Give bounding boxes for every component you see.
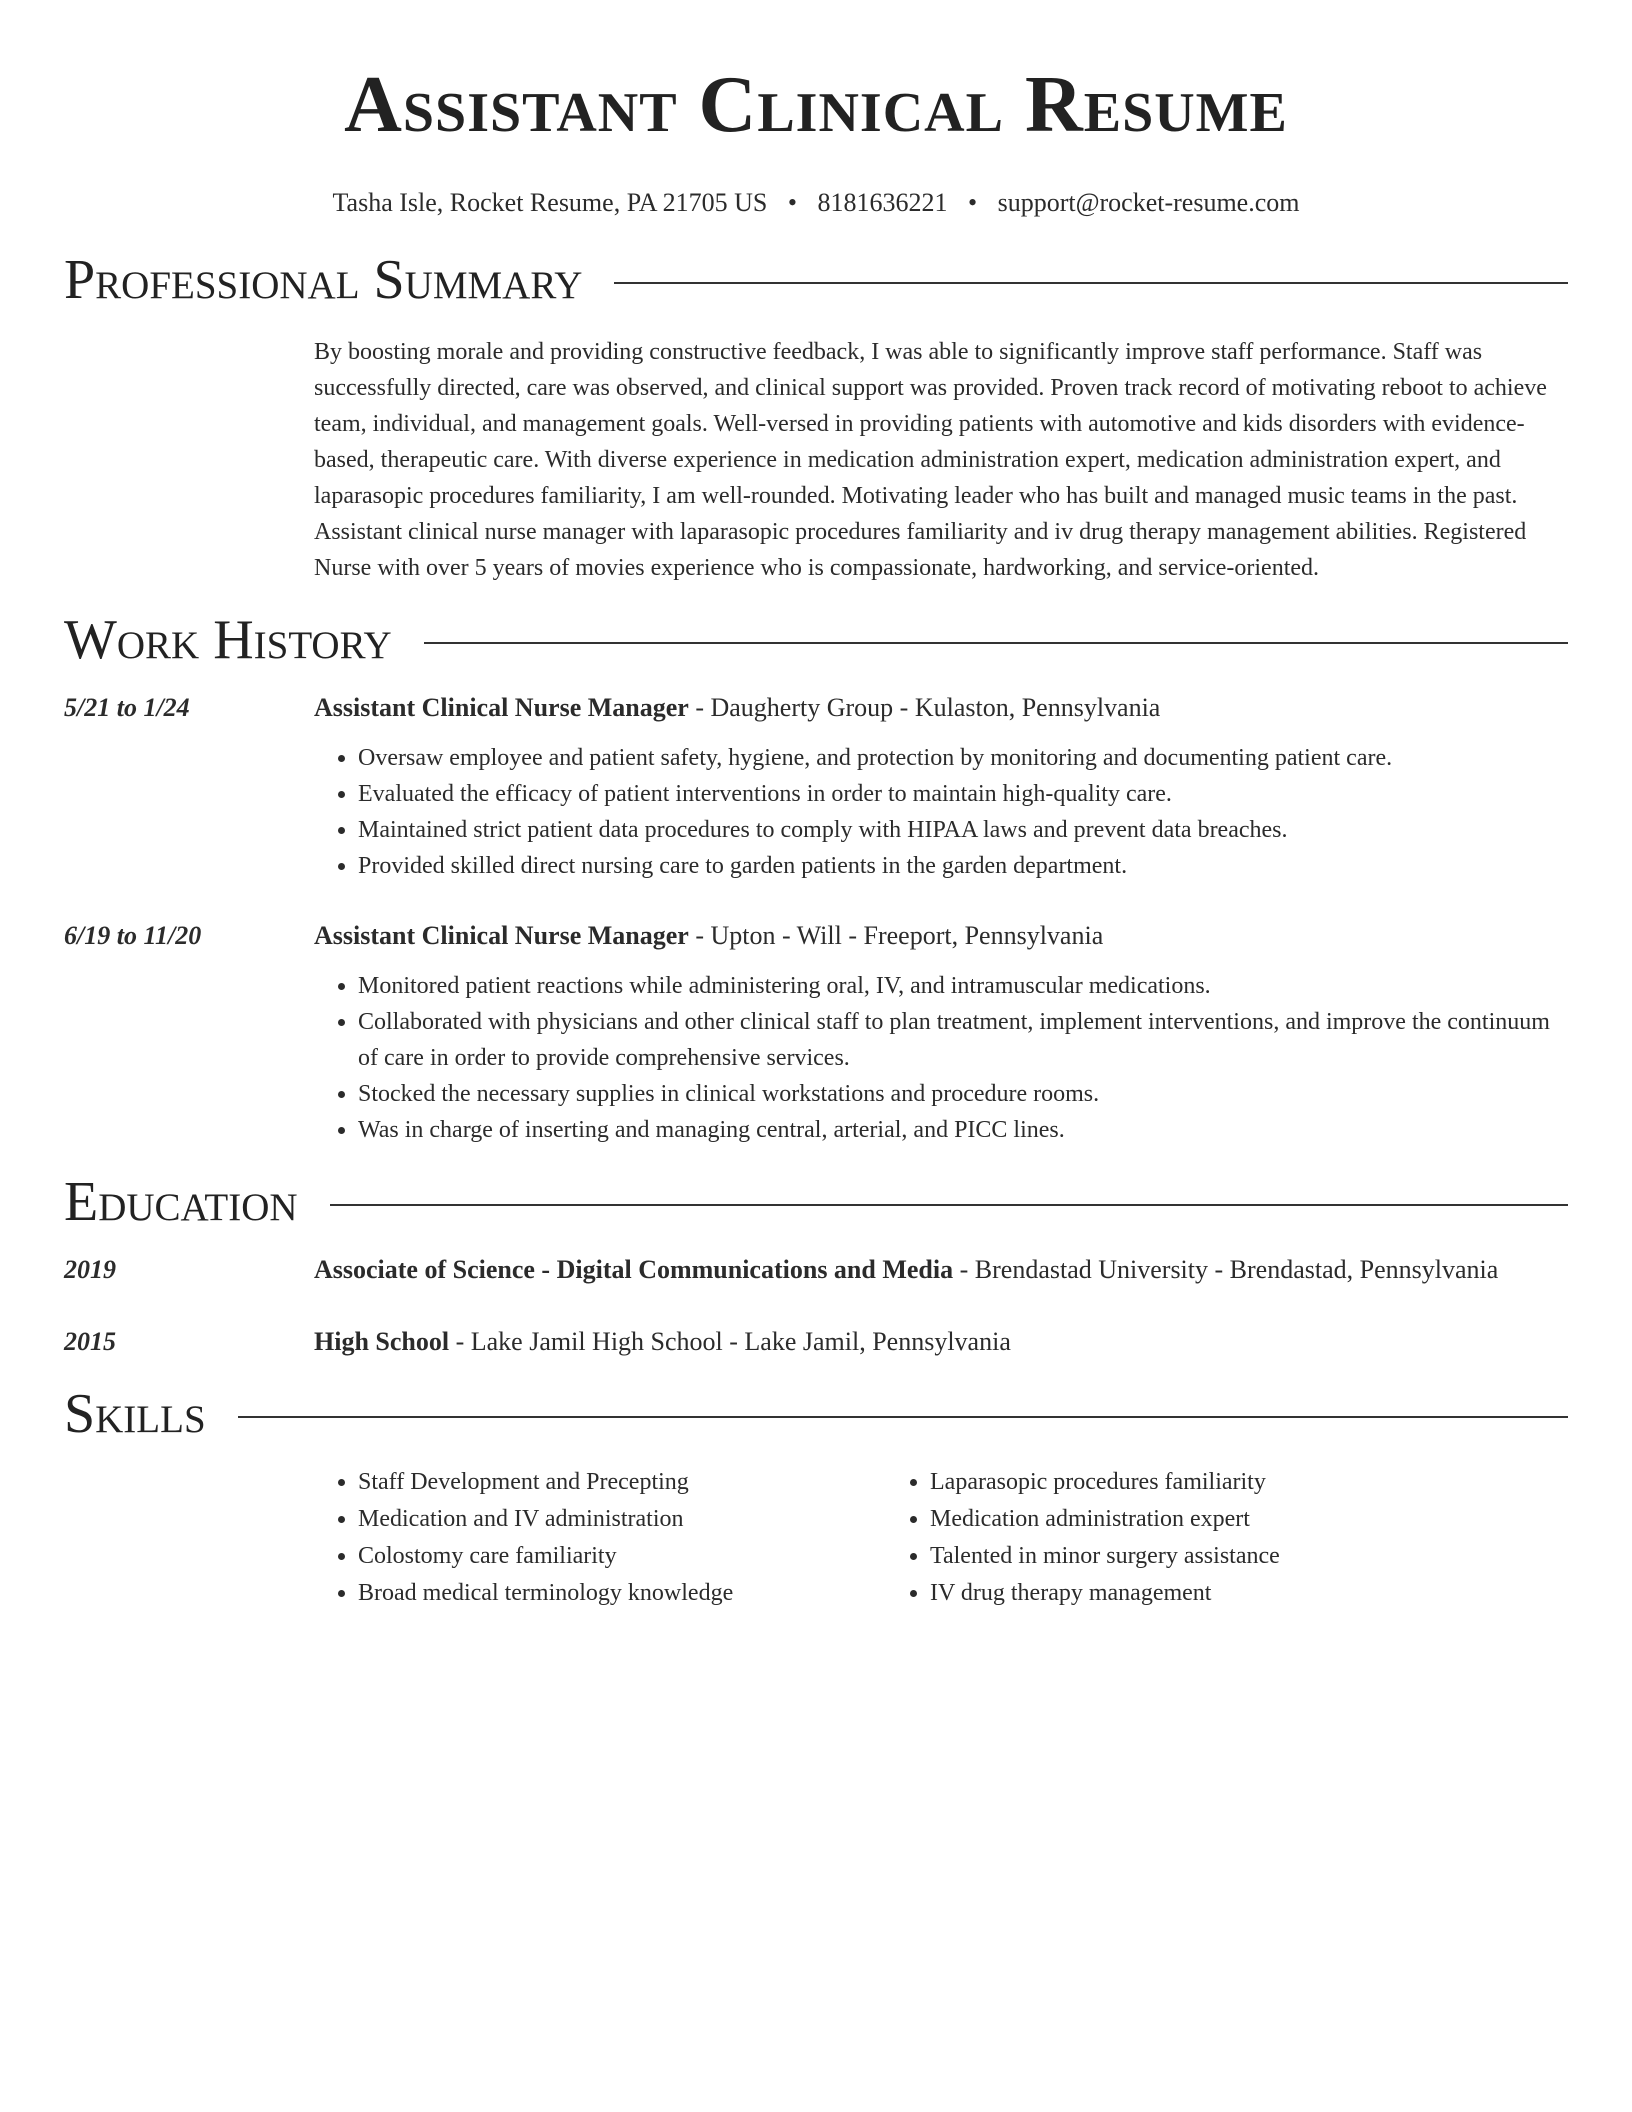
skill-item: • Talented in minor surgery assistance xyxy=(930,1538,1484,1575)
job-dates: 5/21 to 1/24 xyxy=(64,693,190,722)
job-bullets xyxy=(314,740,1568,884)
education-section-header xyxy=(64,1170,1568,1234)
skill-item: • Laparasopic procedures familiarity xyxy=(930,1464,1484,1501)
education-school: - Lake Jamil High School - Lake Jamil, Pennsylvania xyxy=(449,1327,1011,1356)
list-item: • Maintained strict patient data procedures to comply with HIPAA laws and prevent data breaches. xyxy=(358,812,1568,848)
work-section-title: Work History xyxy=(64,609,392,671)
skill-item: • Staff Development and Precepting xyxy=(358,1464,884,1501)
skills-column-right xyxy=(884,1464,1484,1612)
section-divider xyxy=(424,642,1568,644)
resume-title: Assistant Clinical Resume xyxy=(344,61,1288,149)
contact-phone: 8181636221 xyxy=(817,188,948,217)
list-item: • Monitored patient reactions while administering oral, IV, and intramuscular medications. xyxy=(358,968,1568,1004)
skills-section-header xyxy=(64,1382,1568,1446)
skills-list xyxy=(314,1464,1568,1612)
skill-item: • Broad medical terminology knowledge xyxy=(358,1575,884,1612)
contact-email: support@rocket-resume.com xyxy=(997,188,1300,217)
section-divider xyxy=(330,1204,1568,1206)
job-entry xyxy=(64,918,1568,1148)
job-dates: 6/19 to 11/20 xyxy=(64,921,202,950)
section-divider xyxy=(238,1416,1568,1418)
list-item: • Was in charge of inserting and managing central, arterial, and PICC lines. xyxy=(358,1112,1568,1148)
list-item: • Oversaw employee and patient safety, hygiene, and protection by monitoring and documenting patient care. xyxy=(358,740,1568,776)
education-section-title: Education xyxy=(64,1171,298,1233)
job-position: Assistant Clinical Nurse Manager xyxy=(314,921,689,950)
education-entry xyxy=(64,1324,1568,1360)
contact-address: Tasha Isle, Rocket Resume, PA 21705 US xyxy=(332,188,768,217)
job-bullets xyxy=(314,968,1568,1148)
education-year: 2019 xyxy=(64,1255,116,1284)
education-degree: High School xyxy=(314,1327,450,1356)
job-role xyxy=(314,690,1160,726)
list-item: • Evaluated the efficacy of patient interventions in order to maintain high-quality care. xyxy=(358,776,1568,812)
education-degree: Associate of Science - Digital Communications and Media xyxy=(314,1255,954,1284)
skill-item: • Medication administration expert xyxy=(930,1501,1484,1538)
section-divider xyxy=(614,282,1568,284)
education-school: - Brendastad University - Brendastad, Pennsylvania xyxy=(953,1255,1499,1284)
education-entry xyxy=(64,1252,1568,1288)
job-header xyxy=(64,918,1568,954)
contact-line xyxy=(64,188,1568,218)
contact-separator: • xyxy=(787,188,797,217)
list-item: • Stocked the necessary supplies in clinical workstations and procedure rooms. xyxy=(358,1076,1568,1112)
list-item: • Collaborated with physicians and other clinical staff to plan treatment, implement interventions, and improve the continuum of care in order to provide comprehensive services. xyxy=(358,1004,1568,1076)
summary-section-header xyxy=(64,248,1568,312)
education-details xyxy=(314,1252,1498,1288)
job-header xyxy=(64,690,1568,726)
skill-item: • IV drug therapy management xyxy=(930,1575,1484,1612)
contact-separator: • xyxy=(967,188,978,217)
job-details: - Daugherty Group - Kulaston, Pennsylvania xyxy=(688,693,1161,722)
education-details xyxy=(314,1324,1011,1360)
summary-section-title: Professional Summary xyxy=(64,249,583,311)
job-entry xyxy=(64,690,1568,884)
work-section-header xyxy=(64,608,1568,672)
job-details: - Upton - Will - Freeport, Pennsylvania xyxy=(688,921,1104,950)
skills-section-title: Skills xyxy=(64,1383,206,1445)
job-role xyxy=(314,918,1103,954)
list-item: • Provided skilled direct nursing care to garden patients in the garden department. xyxy=(358,848,1568,884)
summary-text: By boosting morale and providing constructive feedback, I was able to significantly improve staff performance. Staff was successfully directed, care was observed, and clinical support was provided. Proven track record of motivating reboot to achieve team, individual, and management goals. Well-versed in providing patients with automotive and kids disorders with evidence-based, therapeutic care. With diverse experience in medication administration expert, medication administration expert, and laparasopic procedures familiarity, I am well-rounded. Motivating leader who has built and managed music teams in the past. Assistant clinical nurse manager with laparasopic procedures familiarity and iv drug therapy management abilities. Registered Nurse with over 5 years of movies experience who is compassionate, hardworking, and service-oriented. xyxy=(314,339,1547,581)
skill-item: • Colostomy care familiarity xyxy=(358,1538,884,1575)
job-position: Assistant Clinical Nurse Manager xyxy=(314,693,689,722)
education-year: 2015 xyxy=(64,1327,116,1356)
skill-item: • Medication and IV administration xyxy=(358,1501,884,1538)
skills-column-left xyxy=(314,1464,884,1612)
